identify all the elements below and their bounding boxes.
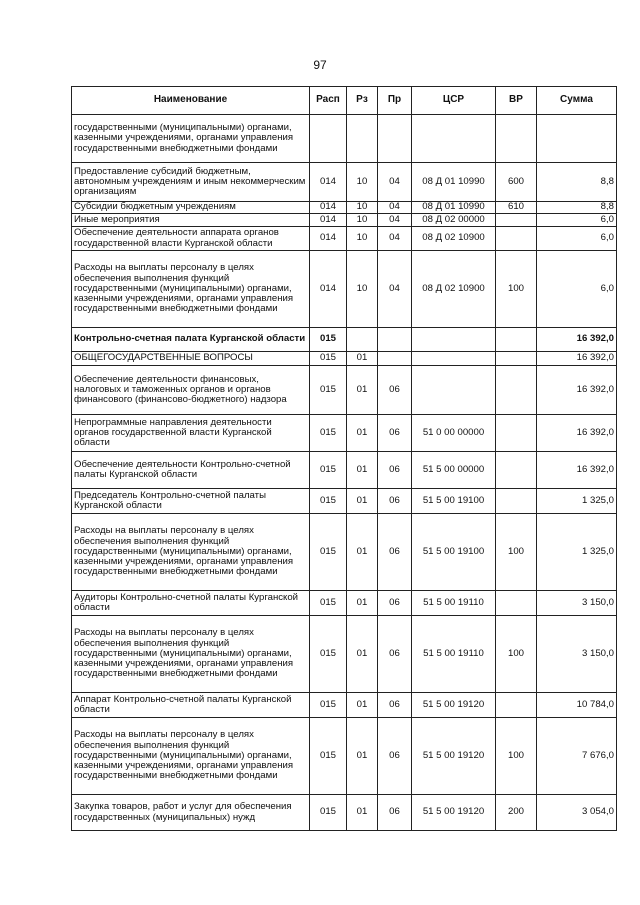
table-row [72,115,617,163]
cell-vr: 600 [496,163,537,202]
cell-vr: 100 [496,718,537,795]
cell-vr: 610 [496,202,537,214]
cell-rasp: 015 [310,616,347,693]
cell-name: Расходы на выплаты персоналу в целях обеспечения выполнения функций государственными (муниципальными) органами, казенными учреждениями, органами управления государственными внебюджетными фондами [72,616,310,693]
cell-name: Обеспечение деятельности аппарата органов государственной власти Курганской области [72,227,310,251]
cell-sum: 6,0 [537,214,617,227]
cell-vr [496,489,537,514]
cell-rasp: 014 [310,202,347,214]
cell-rasp: 014 [310,251,347,328]
table-row [72,227,617,251]
cell-csr [412,366,496,415]
cell-sum: 16 392,0 [537,328,617,352]
cell-pr [378,115,412,163]
cell-rz: 01 [347,352,378,366]
table-row [72,366,617,415]
table-row [72,693,617,718]
cell-sum: 3 150,0 [537,591,617,616]
cell-pr: 06 [378,591,412,616]
table-row [72,616,617,693]
cell-name: Аудиторы Контрольно-счетной палаты Курганской области [72,591,310,616]
cell-rz: 10 [347,251,378,328]
cell-csr [412,115,496,163]
cell-rasp: 014 [310,163,347,202]
cell-vr [496,214,537,227]
cell-vr [496,328,537,352]
cell-sum: 6,0 [537,251,617,328]
cell-sum: 10 784,0 [537,693,617,718]
cell-vr: 100 [496,514,537,591]
cell-rasp: 014 [310,227,347,251]
page-number: 97 [313,58,327,72]
cell-pr: 06 [378,415,412,452]
cell-csr: 51 5 00 19100 [412,489,496,514]
cell-sum: 16 392,0 [537,366,617,415]
table-row [72,514,617,591]
cell-pr: 06 [378,795,412,831]
cell-sum: 8,8 [537,163,617,202]
cell-pr: 06 [378,693,412,718]
cell-csr: 08 Д 01 10990 [412,163,496,202]
cell-vr [496,591,537,616]
cell-rasp: 015 [310,489,347,514]
cell-rasp: 015 [310,415,347,452]
cell-sum: 16 392,0 [537,415,617,452]
cell-name: Предоставление субсидий бюджетным, автономным учреждениям и иным некоммерческим организациям [72,163,310,202]
cell-sum: 16 392,0 [537,452,617,489]
cell-vr: 100 [496,251,537,328]
cell-vr: 100 [496,616,537,693]
cell-name: Контрольно-счетная палата Курганской области [72,328,310,352]
cell-rz: 01 [347,366,378,415]
column-header-csr: ЦСР [412,87,496,115]
cell-pr: 04 [378,163,412,202]
cell-pr: 04 [378,202,412,214]
cell-vr [496,115,537,163]
cell-rz: 10 [347,227,378,251]
cell-pr: 06 [378,452,412,489]
cell-csr: 08 Д 02 10900 [412,251,496,328]
column-header-rasp: Расп [310,87,347,115]
cell-csr [412,328,496,352]
table-header-row [72,87,617,115]
cell-rz: 01 [347,415,378,452]
cell-rasp: 015 [310,328,347,352]
cell-pr: 04 [378,251,412,328]
table-row [72,452,617,489]
cell-rz: 01 [347,452,378,489]
cell-rasp: 015 [310,514,347,591]
column-header-name: Наименование [72,87,310,115]
cell-name: Обеспечение деятельности финансовых, налоговых и таможенных органов и органов финансового (финансово-бюджетного) надзора [72,366,310,415]
cell-pr: 06 [378,489,412,514]
cell-csr: 51 5 00 19120 [412,718,496,795]
table-row [72,795,617,831]
cell-sum: 1 325,0 [537,514,617,591]
cell-csr: 51 5 00 19110 [412,616,496,693]
table-row [72,489,617,514]
cell-vr [496,415,537,452]
cell-csr: 51 0 00 00000 [412,415,496,452]
cell-pr [378,352,412,366]
cell-rz: 01 [347,616,378,693]
cell-vr [496,366,537,415]
column-header-rz: Рз [347,87,378,115]
table-row [72,328,617,352]
table-row [72,202,617,214]
cell-vr [496,452,537,489]
cell-name: Аппарат Контрольно-счетной палаты Курганской области [72,693,310,718]
cell-csr: 51 5 00 19100 [412,514,496,591]
cell-csr: 51 5 00 19120 [412,693,496,718]
cell-rz [347,328,378,352]
cell-name: Обеспечение деятельности Контрольно-счетной палаты Курганской области [72,452,310,489]
cell-name: Непрограммные направления деятельности органов государственной власти Курганской области [72,415,310,452]
cell-rasp: 015 [310,452,347,489]
cell-rasp: 015 [310,693,347,718]
cell-vr [496,693,537,718]
cell-sum: 1 325,0 [537,489,617,514]
cell-sum [537,115,617,163]
cell-sum: 3 054,0 [537,795,617,831]
cell-rz: 01 [347,514,378,591]
cell-rz: 10 [347,163,378,202]
cell-sum: 8,8 [537,202,617,214]
cell-rz: 01 [347,693,378,718]
table-row [72,415,617,452]
cell-csr [412,352,496,366]
cell-name: государственными (муниципальными) органами, казенными учреждениями, органами управления государственными внебюджетными фондами [72,115,310,163]
cell-pr: 06 [378,616,412,693]
column-header-vr: ВР [496,87,537,115]
cell-name: ОБЩЕГОСУДАРСТВЕННЫЕ ВОПРОСЫ [72,352,310,366]
cell-sum: 6,0 [537,227,617,251]
cell-rz: 01 [347,718,378,795]
cell-rz: 10 [347,214,378,227]
cell-csr: 51 5 00 00000 [412,452,496,489]
cell-rasp: 015 [310,352,347,366]
table-row [72,352,617,366]
cell-name: Расходы на выплаты персоналу в целях обеспечения выполнения функций государственными (муниципальными) органами, казенными учреждениями, органами управления государственными внебюджетными фондами [72,514,310,591]
table-row [72,163,617,202]
cell-rz: 01 [347,591,378,616]
cell-rz [347,115,378,163]
cell-vr [496,227,537,251]
cell-pr [378,328,412,352]
cell-rasp: 015 [310,718,347,795]
cell-csr: 51 5 00 19110 [412,591,496,616]
cell-name: Расходы на выплаты персоналу в целях обеспечения выполнения функций государственными (муниципальными) органами, казенными учреждениями, органами управления государственными внебюджетными фондами [72,718,310,795]
column-header-pr: Пр [378,87,412,115]
table-row [72,718,617,795]
cell-csr: 08 Д 02 10900 [412,227,496,251]
cell-name: Иные мероприятия [72,214,310,227]
cell-pr: 06 [378,718,412,795]
table-row [72,214,617,227]
cell-rasp: 015 [310,591,347,616]
cell-rasp [310,115,347,163]
cell-sum: 16 392,0 [537,352,617,366]
cell-pr: 04 [378,227,412,251]
cell-rasp: 014 [310,214,347,227]
cell-csr: 08 Д 02 00000 [412,214,496,227]
cell-csr: 08 Д 01 10990 [412,202,496,214]
cell-name: Закупка товаров, работ и услуг для обеспечения государственных (муниципальных) нужд [72,795,310,831]
cell-csr: 51 5 00 19120 [412,795,496,831]
table-row [72,591,617,616]
cell-rz: 01 [347,489,378,514]
cell-rasp: 015 [310,795,347,831]
cell-rz: 10 [347,202,378,214]
cell-rasp: 015 [310,366,347,415]
column-header-sum: Сумма [537,87,617,115]
cell-name: Председатель Контрольно-счетной палаты Курганской области [72,489,310,514]
cell-vr: 200 [496,795,537,831]
cell-pr: 06 [378,366,412,415]
cell-vr [496,352,537,366]
cell-name: Расходы на выплаты персоналу в целях обеспечения выполнения функций государственными (муниципальными) органами, казенными учреждениями, органами управления государственными внебюджетными фондами [72,251,310,328]
cell-pr: 04 [378,214,412,227]
table-row [72,251,617,328]
cell-sum: 3 150,0 [537,616,617,693]
cell-rz: 01 [347,795,378,831]
table-body [72,115,617,831]
cell-sum: 7 676,0 [537,718,617,795]
cell-pr: 06 [378,514,412,591]
cell-name: Субсидии бюджетным учреждениям [72,202,310,214]
budget-table [71,86,617,831]
